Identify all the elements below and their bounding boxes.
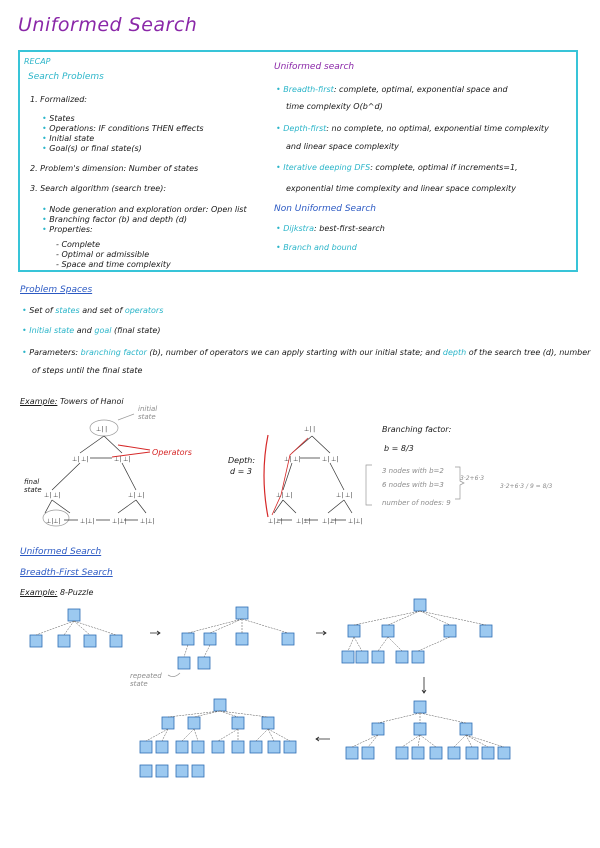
algorithm-item: • Properties: (42, 225, 93, 235)
ps-b3-a: Parameters: (29, 348, 79, 357)
svg-text:⊥| ⊥|: ⊥| ⊥| (276, 492, 293, 499)
ps-states: states (55, 306, 80, 315)
dfs-desc: : no complete, no optimal, exponential time complexity (326, 124, 549, 133)
ps-b1-a: Set of (29, 306, 53, 315)
calc-formula-2: 3·2+6·3 / 9 = 8/3 (500, 483, 553, 490)
calc-formula-1: 3·2+6·3 (460, 475, 485, 482)
recap-box (18, 50, 578, 272)
uninformed-recap-heading: Uniformed search (274, 62, 355, 72)
page-title: Uniformed Search (18, 14, 198, 36)
algorithm-item: • Branching factor (b) and depth (d) (42, 215, 187, 225)
initial-state-label: initial state (138, 405, 158, 421)
property-item: - Space and time complexity (56, 260, 171, 270)
svg-text:⊥| ⊥|: ⊥| ⊥| (44, 492, 61, 499)
ps-b3-line2: of steps until the final state (32, 366, 143, 375)
ps-operators: operators (124, 306, 164, 315)
svg-text:⊥|⊥|: ⊥|⊥| (322, 518, 337, 525)
puzzle-bfs-diagram (0, 595, 600, 795)
search-problems-heading: Search Problems (28, 72, 104, 82)
ps-goal: goal (94, 326, 112, 335)
hanoi-example-label: Example: (20, 397, 58, 406)
bf-value: b = 8/3 (384, 444, 414, 453)
svg-text:⊥|⊥|: ⊥|⊥| (268, 518, 283, 525)
ps-b1-and: and set of (82, 306, 123, 315)
ids-desc: : complete, optimal if increments=1, (370, 163, 518, 172)
non-uninformed-heading: Non Uniformed Search (274, 204, 376, 214)
property-item: - Optimal or admissible (56, 250, 149, 260)
problem-spaces-heading: Problem Spaces (20, 285, 93, 295)
svg-text:⊥|⊥|: ⊥|⊥| (348, 518, 363, 525)
formalized-item: • States (42, 114, 75, 124)
repeated-state-label: repeated state (130, 672, 162, 688)
dijkstra-desc: : best-first-search (314, 224, 385, 233)
dfs-term: Depth-first (283, 124, 327, 133)
formalized-item: • Initial state (42, 134, 94, 144)
ps-b2-and: and (76, 326, 92, 335)
ps-branching-factor: branching factor (80, 348, 147, 357)
bfs-desc: : complete, optimal, exponential space and (333, 85, 508, 94)
bfs-desc2: time complexity O(b^d) (286, 102, 383, 111)
svg-text:⊥| ⊥|: ⊥| ⊥| (336, 492, 353, 499)
svg-text:⊥| |: ⊥| | (304, 426, 316, 433)
formalized-label: 1. Formalized: (30, 95, 87, 104)
svg-text:⊥|⊥|: ⊥|⊥| (46, 518, 61, 525)
uninformed-heading: Uniformed Search (20, 547, 102, 557)
hanoi-example-name: Towers of Hanoi (59, 397, 124, 406)
hanoi-tree-diagram (0, 405, 600, 535)
bfs-term: Breadth-first (283, 85, 334, 94)
final-state-label: final state (24, 478, 42, 494)
calc-line-2: 6 nodes with b=3 (382, 481, 444, 489)
bnb-term: Branch and bound (283, 243, 357, 252)
ps-b3-mid: (b), number of operators we can apply starting with our initial state; and (149, 348, 441, 357)
algorithm-item: • Node generation and exploration order: Open list (42, 205, 247, 215)
dijkstra-term: Dijkstra (283, 224, 314, 233)
svg-text:⊥|⊥|: ⊥|⊥| (140, 518, 155, 525)
property-item: - Complete (56, 240, 100, 250)
operators-label: Operators (152, 448, 192, 457)
algorithm-label: 3. Search algorithm (search tree): (30, 184, 167, 193)
svg-text:⊥| ⊥|: ⊥| ⊥| (72, 456, 89, 463)
svg-text:⊥|⊥|: ⊥|⊥| (112, 518, 127, 525)
calc-line-1: 3 nodes with b=2 (382, 467, 444, 475)
ids-term: Iterative deeping DFS (283, 163, 371, 172)
formalized-item: • Goal(s) or final state(s) (42, 144, 142, 154)
recap-label: RECAP (24, 57, 51, 66)
svg-text:⊥| ⊥|: ⊥| ⊥| (322, 456, 339, 463)
ids-desc2: exponential time complexity and linear space complexity (286, 184, 516, 193)
svg-text:⊥| ⊥|: ⊥| ⊥| (114, 456, 131, 463)
formalized-item: • Operations: IF conditions THEN effects (42, 124, 204, 134)
depth-value: d = 3 (230, 467, 252, 476)
puzzle-example-name: 8-Puzzle (59, 588, 94, 597)
svg-text:⊥| |: ⊥| | (96, 426, 108, 433)
dfs-desc2: and linear space complexity (286, 142, 399, 151)
ps-initial-state: Initial state (29, 326, 75, 335)
svg-text:⊥| ⊥|: ⊥| ⊥| (284, 456, 301, 463)
calc-line-3: number of nodes: 9 (382, 499, 451, 507)
svg-text:⊥|⊥|: ⊥|⊥| (80, 518, 95, 525)
ps-depth: depth (442, 348, 467, 357)
ps-b3-end: of the search tree (d), number (468, 348, 591, 357)
ps-b2-rest: (final state) (114, 326, 161, 335)
depth-label: Depth: (228, 456, 256, 465)
svg-text:⊥|⊥|: ⊥|⊥| (296, 518, 311, 525)
dimension-label: 2. Problem's dimension: Number of states (30, 164, 199, 173)
bf-label: Branching factor: (382, 425, 452, 434)
svg-text:⊥| ⊥|: ⊥| ⊥| (128, 492, 145, 499)
puzzle-example-label: Example: (20, 588, 58, 597)
bfs-heading: Breadth-First Search (20, 568, 113, 578)
